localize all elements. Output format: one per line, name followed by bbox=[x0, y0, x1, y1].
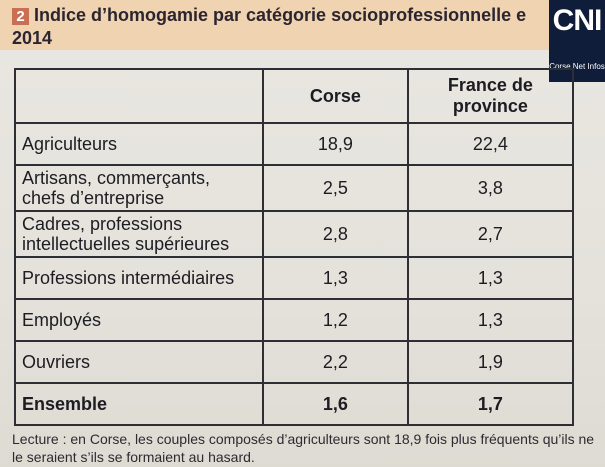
cell-corse: 2,2 bbox=[263, 341, 408, 383]
logo-subtitle: Corse Net Infos bbox=[549, 62, 605, 71]
table-row bbox=[15, 165, 573, 211]
row-label: Artisans, commerçants, chefs d’entreprise bbox=[15, 165, 263, 211]
table-row bbox=[15, 123, 573, 165]
cell-province: 2,7 bbox=[408, 211, 573, 257]
homogamie-table bbox=[14, 68, 574, 426]
table-row bbox=[15, 341, 573, 383]
row-label: Employés bbox=[15, 299, 263, 341]
header-france-province: France de province bbox=[408, 69, 573, 123]
cell-corse: 18,9 bbox=[263, 123, 408, 165]
figure-number-badge: 2 bbox=[12, 8, 29, 25]
table-row bbox=[15, 257, 573, 299]
reading-note: Lecture : en Corse, les couples composés d’agriculteurs sont 18,9 fois plus fréquents qu’ils ne le seraient s’ils se formaient au hasard. bbox=[12, 431, 595, 465]
row-label: Professions intermédiaires bbox=[15, 257, 263, 299]
cell-corse-total: 1,6 bbox=[263, 383, 408, 425]
cell-province: 1,3 bbox=[408, 299, 573, 341]
cell-corse: 2,8 bbox=[263, 211, 408, 257]
table-row bbox=[15, 299, 573, 341]
header-empty bbox=[15, 69, 263, 123]
cell-province: 1,9 bbox=[408, 341, 573, 383]
cell-province: 3,8 bbox=[408, 165, 573, 211]
cell-province: 1,3 bbox=[408, 257, 573, 299]
table-row-total bbox=[15, 383, 573, 425]
table-row bbox=[15, 211, 573, 257]
title-bar bbox=[0, 0, 560, 50]
cell-corse: 1,2 bbox=[263, 299, 408, 341]
row-label: Ouvriers bbox=[15, 341, 263, 383]
table-header-row bbox=[15, 69, 573, 123]
logo-mark: CNI bbox=[552, 4, 602, 37]
cell-corse: 2,5 bbox=[263, 165, 408, 211]
cell-province: 22,4 bbox=[408, 123, 573, 165]
figure-title: Indice d’homogamie par catégorie socioprofessionnelle e bbox=[34, 5, 527, 25]
cell-corse: 1,3 bbox=[263, 257, 408, 299]
cell-province-total: 1,7 bbox=[408, 383, 573, 425]
row-label: Agriculteurs bbox=[15, 123, 263, 165]
figure-title-year: 2014 bbox=[12, 28, 53, 48]
row-label: Cadres, professions intellectuelles supérieures bbox=[15, 211, 263, 257]
row-label-total: Ensemble bbox=[15, 383, 263, 425]
header-corse: Corse bbox=[263, 69, 408, 123]
